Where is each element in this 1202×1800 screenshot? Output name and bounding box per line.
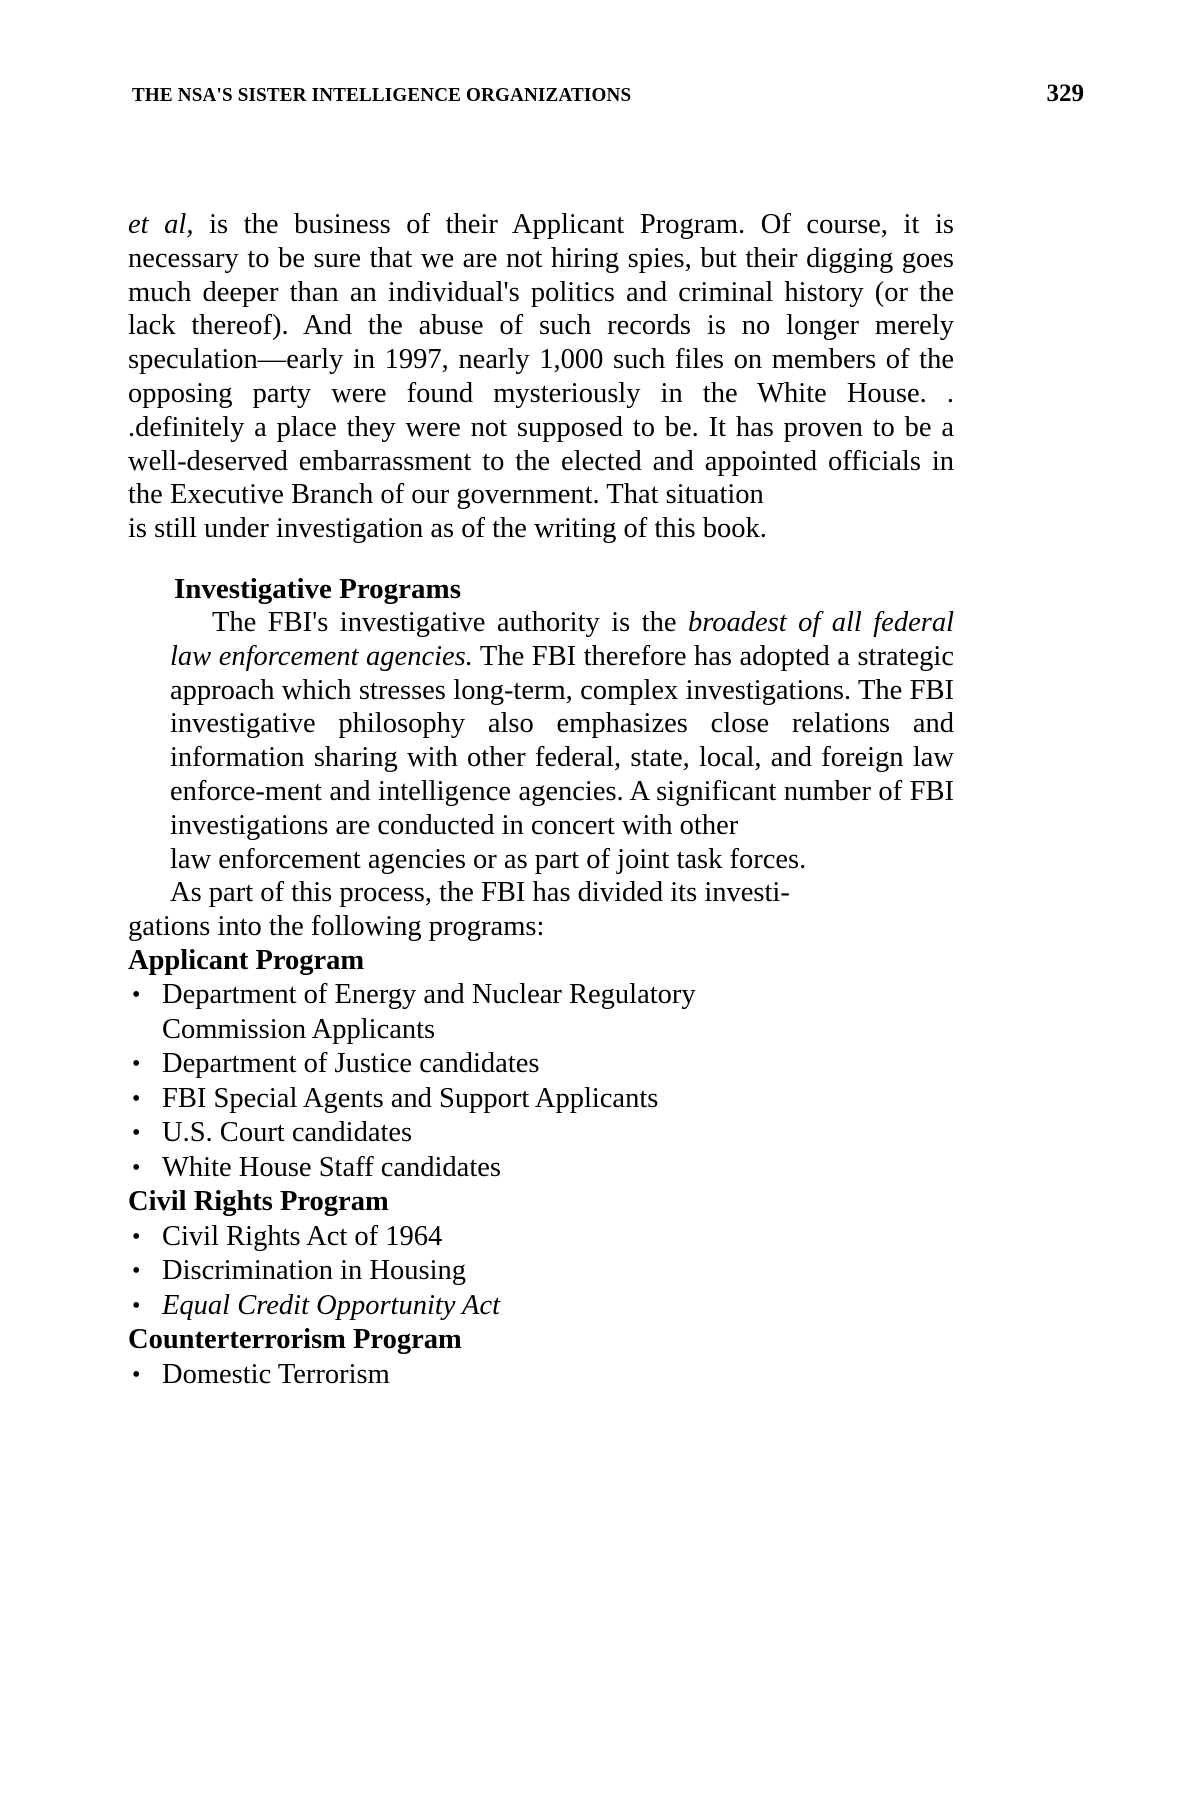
bullet-icon: • [132,1292,141,1319]
list-item-label: Department of Justice candidates [162,1048,540,1080]
text-column [128,208,954,1392]
paragraph-one-lead-italic: et al, [128,209,194,240]
list-item [128,1289,954,1324]
list-item [128,1358,954,1393]
paragraph-one [128,208,954,512]
list-item-label: FBI Special Agents and Support Applicants [162,1082,659,1114]
bullet-icon: • [132,1051,141,1078]
program-heading-applicant: Applicant Program [128,944,365,976]
bullet-icon: • [132,1154,141,1181]
paragraph-three-line-one [128,876,954,910]
paragraph-three-line-two: gations into the following programs: [128,911,545,943]
list-item [128,1220,954,1255]
list-item-label: Civil Rights Act of 1964 [162,1220,443,1252]
program-heading-civil-rights: Civil Rights Program [128,1186,389,1218]
list-item [128,1082,954,1117]
list-item-label: Department of Energy and Nuclear Regulatory [162,979,696,1011]
list-item-label: White House Staff candidates [162,1151,501,1183]
bullet-icon: • [132,1120,141,1147]
paragraph-two-part-a: The FBI's investigative authority is the [212,606,688,638]
list-item [128,1151,954,1186]
list-item-label: Equal Credit Opportunity Act [162,1289,501,1321]
running-head [132,80,1084,114]
bullet-icon: • [132,1258,141,1285]
list-item-label: U.S. Court candidates [162,1117,413,1149]
paragraph-two-part-b: The FBI therefore has adopted a strategic approach which stresses long-term, complex investigations. The FBI investigative philosophy also emphasizes close relations and information sharing with other federal, state, local, and foreign law enforce-ment and intelligence agencies. A significant number of FBI investigations are conducted in concert with other [170,640,954,841]
paragraph-three-line-one-text: As part of this process, the FBI has divided its investi- [170,877,790,909]
list-item-label: Discrimination in Housing [162,1255,466,1287]
paragraph-one-text: is the business of their Applicant Program. Of course, it is necessary to be sure that we are not hiring spies, but their digging goes much deeper than an individual's politics and criminal history (or the lack thereof). And the abuse of such records is no longer merely speculation—early in 1997, nearly 1,000 such files on members of the opposing party were found mysteriously in the White House. . .definitely a place they were not supposed to be. It has proven to be a well-deserved embarrassment to the elected and appointed officials in the Executive Branch of our government. That situation [128,209,954,511]
bullet-icon: • [132,1361,141,1388]
list-item [128,978,954,1047]
section-heading-investigative-programs: Investigative Programs [174,572,461,605]
paragraph-two-last-line: law enforcement agencies or as part of joint task forces. [170,843,807,875]
list-item [128,1047,954,1082]
program-list-counterterrorism [128,1358,954,1393]
bullet-icon: • [132,982,141,1009]
program-heading-counterterrorism: Counterterrorism Program [128,1324,462,1356]
page-number: 329 [1046,80,1084,107]
bullet-icon: • [132,1223,141,1250]
list-item [128,1116,954,1151]
program-list-applicant [128,978,954,1185]
spacer-before-heading [128,546,954,572]
paragraph-two-italic: broadest of all federal law enforcement agencies. [170,606,954,672]
bullet-icon: • [132,1085,141,1112]
running-head-title: THE NSA'S SISTER INTELLIGENCE ORGANIZATIONS [132,84,632,106]
program-list-civil-rights [128,1220,954,1324]
paragraph-two [170,606,954,843]
list-item [128,1254,954,1289]
list-item-continuation: Commission Applicants [162,1013,436,1045]
list-item-label: Domestic Terrorism [162,1358,390,1390]
paragraph-one-last-line: is still under investigation as of the writing of this book. [128,513,767,545]
paragraph-two-block [128,606,954,876]
